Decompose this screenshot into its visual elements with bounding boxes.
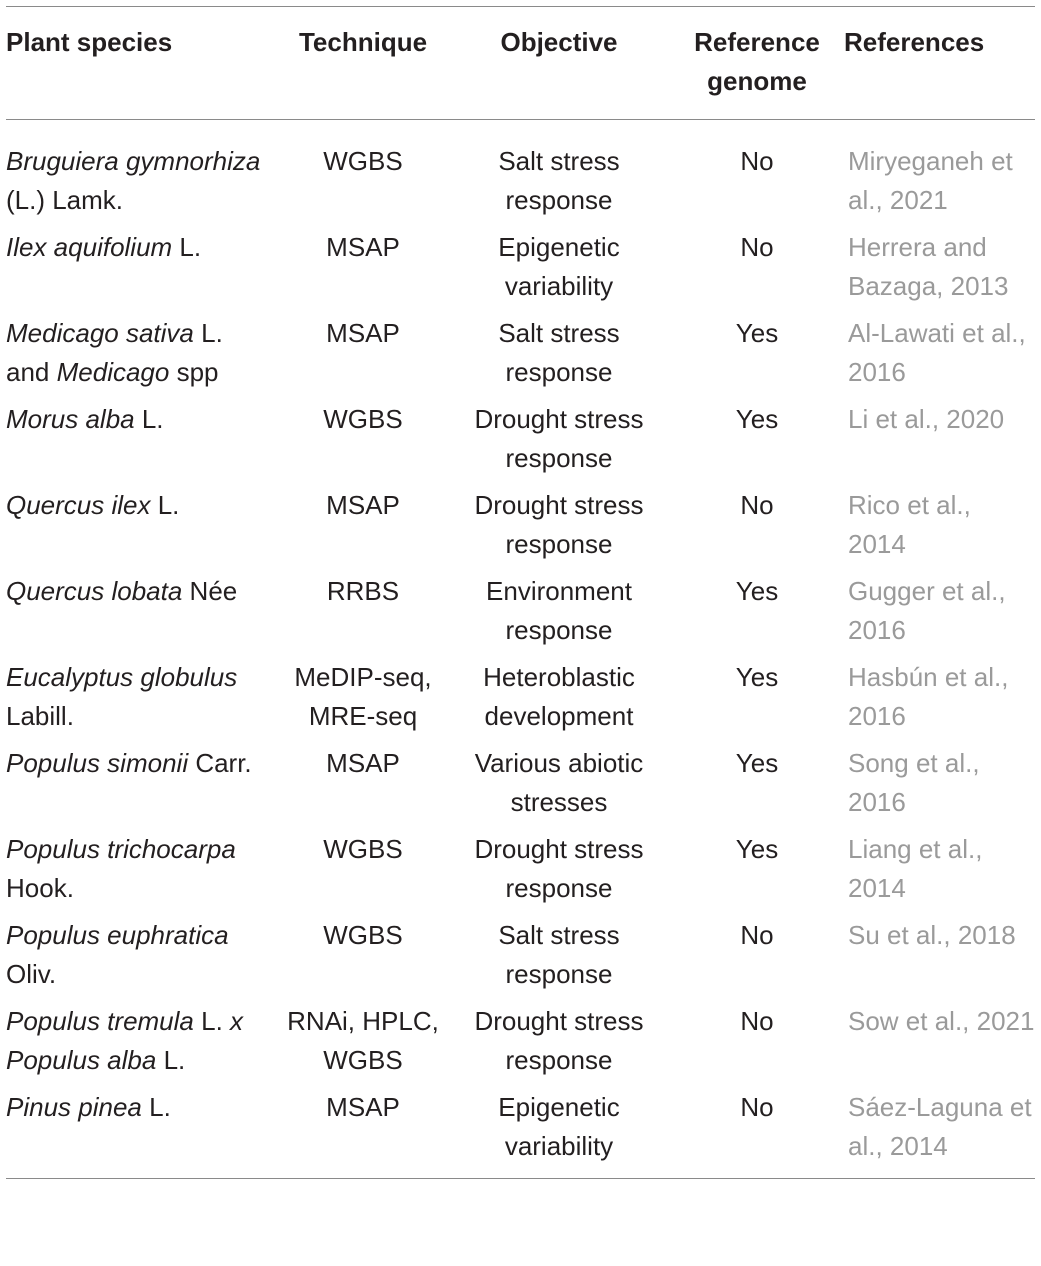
header-references: References — [844, 27, 985, 57]
table-row — [6, 744, 1035, 830]
cell-technique: MSAP — [326, 1092, 400, 1122]
cell-reference-link[interactable]: Su et al., 2018 — [848, 920, 1016, 950]
cell-reference-link[interactable]: Liang et al., 2014 — [848, 834, 983, 903]
species-name-italic: Bruguiera gymnorhiza — [6, 146, 261, 176]
cell-plant-species — [6, 400, 278, 486]
cell-objective: Epigenetic variability — [498, 1092, 620, 1161]
table-body — [6, 120, 1035, 1175]
cell-objective: Heteroblastic development — [483, 662, 635, 731]
cell-plant-species — [6, 228, 278, 314]
species-name-italic: Populus tremula — [6, 1006, 194, 1036]
species-name-text: L. and — [6, 318, 223, 387]
cell-technique: MSAP — [326, 318, 400, 348]
cell-plant-species — [6, 658, 278, 744]
cell-reference-link[interactable]: Al-Lawati et al., 2016 — [848, 318, 1026, 387]
species-name-text: Carr. — [188, 748, 252, 778]
cell-reference-link[interactable]: Li et al., 2020 — [848, 404, 1005, 434]
cell-objective: Environment response — [486, 576, 632, 645]
cell-technique: RNAi, HPLC, WGBS — [287, 1006, 439, 1075]
cell-plant-species — [6, 486, 278, 572]
species-name-italic: Eucalyptus globulus — [6, 662, 238, 692]
species-name-text: Hook. — [6, 873, 74, 903]
cell-plant-species — [6, 572, 278, 658]
species-name-italic: Populus trichocarpa — [6, 834, 236, 864]
header-technique: Technique — [298, 27, 428, 57]
cell-reference-genome: No — [740, 1092, 774, 1122]
cell-technique: WGBS — [323, 834, 403, 864]
cell-plant-species — [6, 916, 278, 1002]
cell-reference-link[interactable]: Rico et al., 2014 — [848, 490, 971, 559]
cell-objective: Drought stress response — [474, 490, 644, 559]
cell-reference-link[interactable]: Gugger et al., 2016 — [848, 576, 1006, 645]
species-name-text: L. — [193, 1006, 231, 1036]
cell-plant-species — [6, 744, 278, 830]
cell-objective: Various abiotic stresses — [474, 748, 644, 817]
species-name-italic: Populus euphratica — [6, 920, 229, 950]
cell-reference-genome: Yes — [735, 834, 779, 864]
cell-objective: Salt stress response — [498, 920, 620, 989]
cell-technique: WGBS — [323, 920, 403, 950]
table-row — [6, 916, 1035, 1002]
cell-technique: RRBS — [326, 576, 400, 606]
cell-reference-genome: No — [740, 490, 774, 520]
table-row — [6, 1002, 1035, 1088]
species-name-text: Oliv. — [6, 959, 57, 989]
cell-technique: MSAP — [326, 748, 400, 778]
cell-objective: Salt stress response — [498, 318, 620, 387]
species-name-italic: x Populus alba — [6, 1006, 244, 1075]
header-plant-species: Plant species — [6, 27, 173, 57]
species-name-text: Labill. — [6, 701, 74, 731]
cell-reference-link[interactable]: Miryeganeh et al., 2021 — [848, 146, 1013, 215]
cell-plant-species — [6, 1088, 278, 1174]
cell-reference-genome: Yes — [735, 404, 779, 434]
cell-reference-genome: No — [740, 232, 774, 262]
cell-reference-genome: No — [740, 1006, 774, 1036]
header-row — [6, 7, 1035, 120]
species-name-text: L. — [156, 1045, 186, 1075]
species-name-text: spp — [169, 357, 219, 387]
cell-objective: Epigenetic variability — [498, 232, 620, 301]
cell-reference-genome: No — [740, 146, 774, 176]
cell-plant-species — [6, 314, 278, 400]
table-row — [6, 400, 1035, 486]
species-name-text: L. — [141, 1092, 171, 1122]
table-row — [6, 1088, 1035, 1174]
species-name-italic: Ilex aquifolium — [6, 232, 173, 262]
cell-reference-link[interactable]: Hasbún et al., 2016 — [848, 662, 1009, 731]
table-row — [6, 314, 1035, 400]
cell-objective: Drought stress response — [474, 1006, 644, 1075]
species-table — [6, 7, 1035, 1174]
species-name-italic: Quercus ilex — [6, 490, 151, 520]
table-row — [6, 120, 1035, 229]
cell-reference-genome: Yes — [735, 662, 779, 692]
cell-reference-link[interactable]: Sáez-Laguna et al., 2014 — [848, 1092, 1032, 1161]
species-name-italic: Quercus lobata — [6, 576, 183, 606]
cell-plant-species — [6, 1002, 278, 1088]
header-reference-genome: Reference genome — [694, 27, 820, 96]
cell-reference-link[interactable]: Song et al., 2016 — [848, 748, 980, 817]
cell-reference-genome: Yes — [735, 318, 779, 348]
cell-technique: MSAP — [326, 490, 400, 520]
cell-technique: MeDIP-seq, MRE-seq — [294, 662, 432, 731]
table-row — [6, 228, 1035, 314]
cell-reference-genome: Yes — [735, 576, 779, 606]
table-row — [6, 486, 1035, 572]
cell-technique: WGBS — [323, 404, 403, 434]
cell-reference-genome: Yes — [735, 748, 779, 778]
cell-reference-link[interactable]: Herrera and Bazaga, 2013 — [848, 232, 1009, 301]
cell-plant-species — [6, 120, 278, 229]
table-row — [6, 572, 1035, 658]
species-name-text: L. — [172, 232, 202, 262]
species-name-text: Née — [182, 576, 238, 606]
cell-plant-species — [6, 830, 278, 916]
species-name-italic: Medicago sativa — [6, 318, 194, 348]
cell-objective: Drought stress response — [474, 834, 644, 903]
species-name-italic: Morus alba — [6, 404, 135, 434]
species-name-italic: Populus simonii — [6, 748, 189, 778]
species-name-text: L. — [150, 490, 180, 520]
cell-objective: Drought stress response — [474, 404, 644, 473]
cell-technique: WGBS — [323, 146, 403, 176]
table-row — [6, 830, 1035, 916]
bottom-rule — [6, 1178, 1035, 1179]
species-name-italic: Medicago — [56, 357, 170, 387]
header-objective: Objective — [500, 27, 618, 57]
species-name-italic: Pinus pinea — [6, 1092, 142, 1122]
cell-objective: Salt stress response — [498, 146, 620, 215]
species-name-text: L. — [134, 404, 164, 434]
species-name-text: (L.) Lamk. — [6, 185, 124, 215]
cell-reference-link[interactable]: Sow et al., 2021 — [848, 1006, 1035, 1036]
cell-reference-genome: No — [740, 920, 774, 950]
cell-technique: MSAP — [326, 232, 400, 262]
table-row — [6, 658, 1035, 744]
data-table-container — [6, 6, 1035, 1179]
